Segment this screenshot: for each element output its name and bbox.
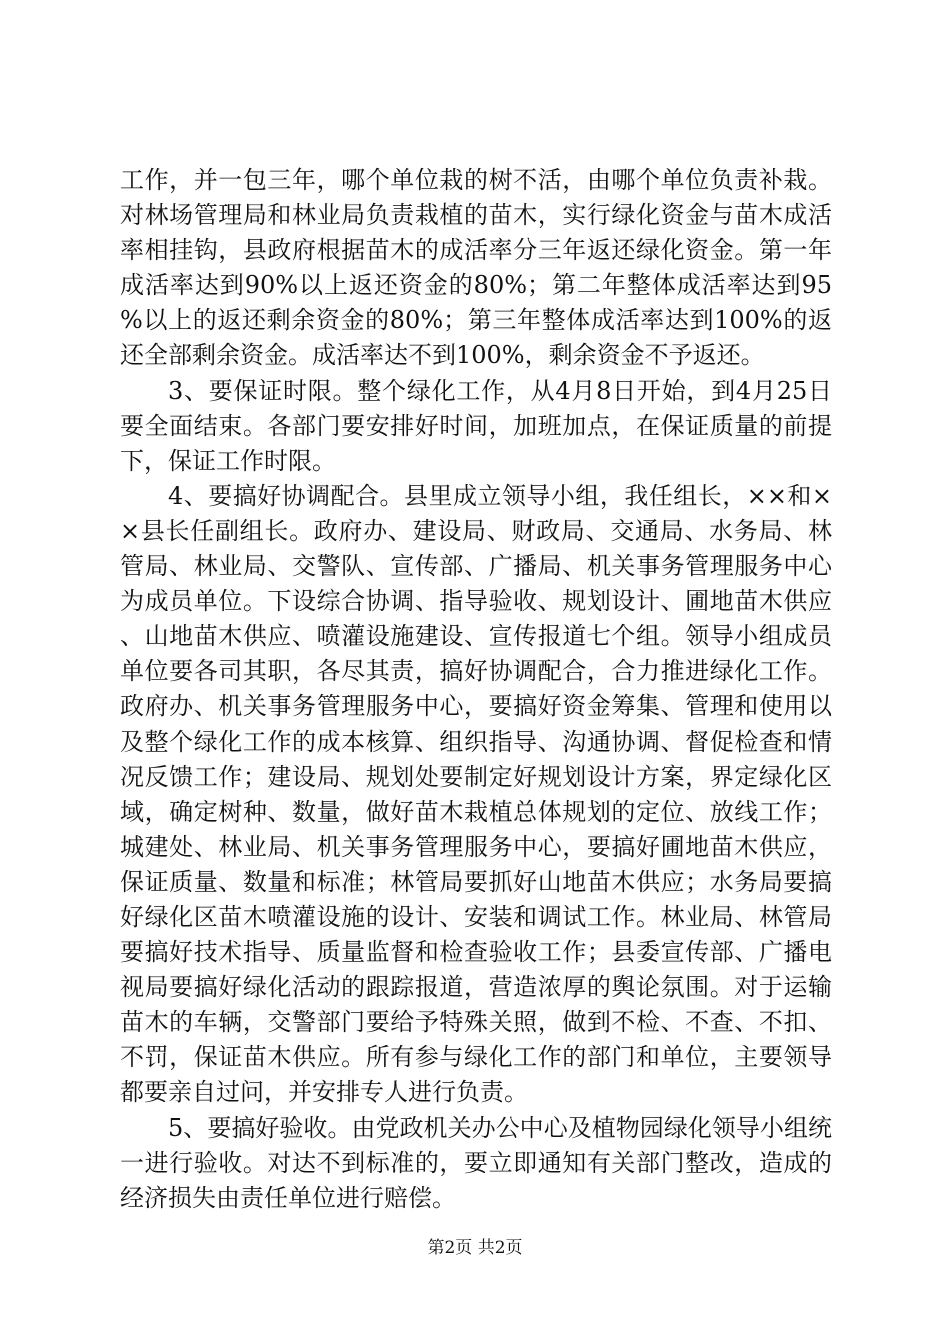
paragraph-acceptance: 5、要搞好验收。由党政机关办公中心及植物园绿化领导小组统一进行验收。对达不到标准的，要立即通知有关部门整改，造成的经济损失由责任单位进行赔偿。 <box>120 1113 832 1212</box>
document-body <box>120 163 832 1216</box>
paragraph-greening-funds: 工作，并一包三年，哪个单位栽的树不活，由哪个单位负责补栽。对林场管理局和林业局负责栽植的苗木，实行绿化资金与苗木成活率相挂钩，县政府根据苗木的成活率分三年返还绿化资金。第一年成活率达到90%以上返还资金的80%；第二年整体成活率达到95%以上的返还剩余资金的80%；第三年整体成活率达到100%的返还全部剩余资金。成活率达不到100%，剩余资金不予返还。 <box>120 166 832 370</box>
paragraph-coordination: 4、要搞好协调配合。县里成立领导小组，我任组长，××和××县长任副组长。政府办、建设局、财政局、交通局、水务局、林管局、林业局、交警队、宣传部、广播局、机关事务管理服务中心为成员单位。下设综合协调、指导验收、规划设计、圃地苗木供应、山地苗木供应、喷灌设施建设、宣传报道七个组。领导小组成员单位要各司其职，各尽其责，搞好协调配合，合力推进绿化工作。政府办、机关事务管理服务中心，要搞好资金筹集、管理和使用以及整个绿化工作的成本核算、组织指导、沟通协调、督促检查和情况反馈工作；建设局、规划处要制定好规划设计方案，界定绿化区域，确定树种、数量，做好苗木栽植总体规划的定位、放线工作；城建处、林业局、机关事务管理服务中心，要搞好圃地苗木供应，保证质量、数量和标准；林管局要抓好山地苗木供应；水务局要搞好绿化区苗木喷灌设施的设计、安装和调试工作。林业局、林管局要搞好技术指导、质量监督和检查验收工作；县委宣传部、广播电视局要搞好绿化活动的跟踪报道，营造浓厚的舆论氛围。对于运输苗木的车辆，交警部门要给予特殊关照，做到不检、不查、不扣、不罚，保证苗木供应。所有参与绿化工作的部门和单位，主要领导都要亲自过问，并安排专人进行负责。 <box>120 481 832 1107</box>
paragraph-time-limit: 3、要保证时限。整个绿化工作，从4月8日开始，到4月25日要全面结束。各部门要安排好时间，加班加点，在保证质量的前提下，保证工作时限。 <box>120 376 832 475</box>
page-number-footer: 第2页 共2页 <box>427 1238 523 1258</box>
